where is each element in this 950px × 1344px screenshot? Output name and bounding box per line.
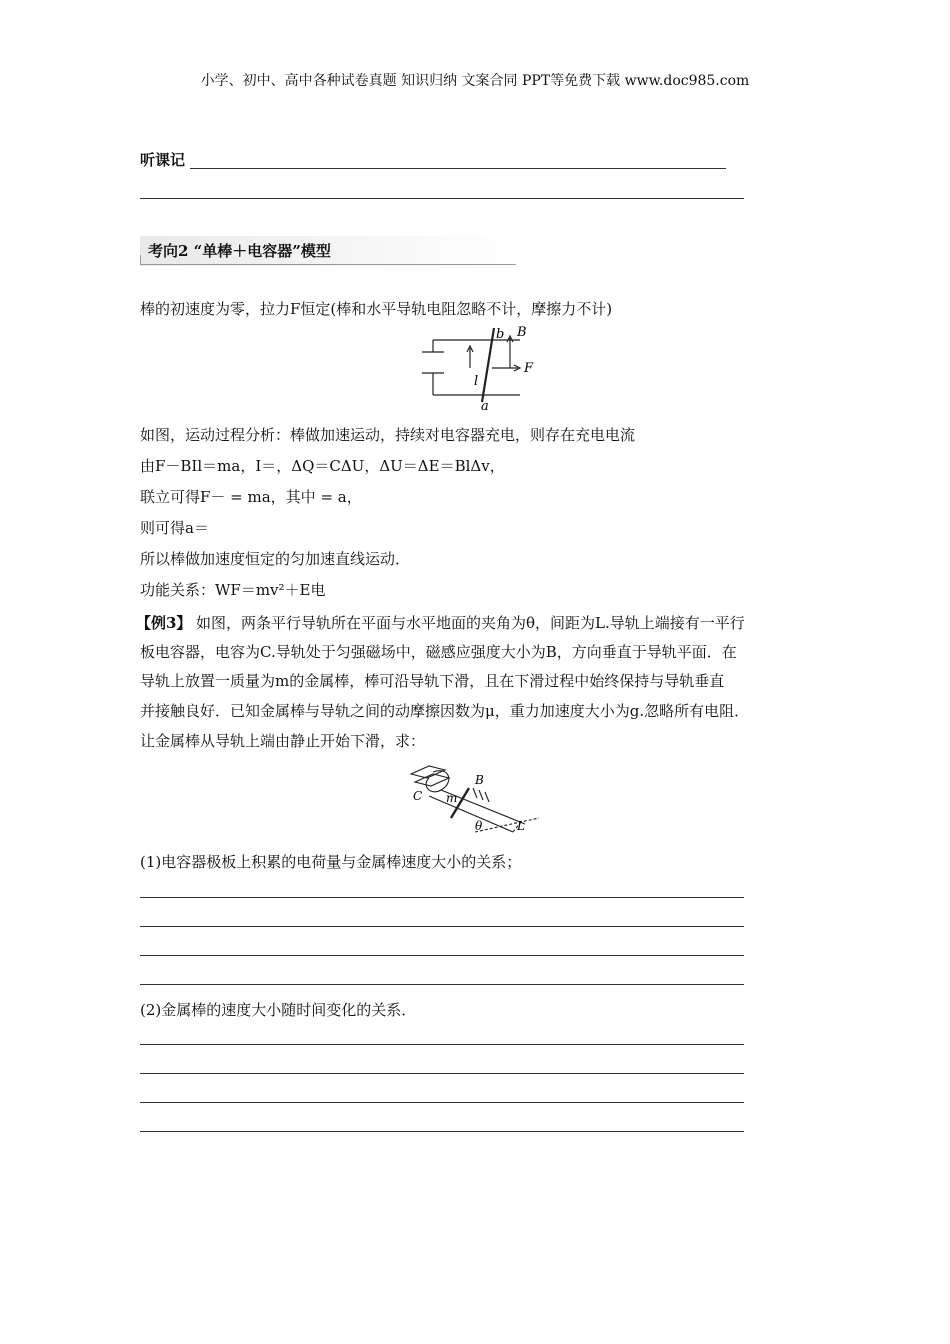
- capacitor-rail-diagram: [410, 324, 550, 414]
- label-m: m: [446, 791, 458, 805]
- inclined-rail-diagram: [405, 760, 545, 840]
- answer-line: [140, 1073, 744, 1074]
- answer-line: [140, 984, 744, 985]
- question-1: (1)电容器极板上积累的电荷量与金属棒速度大小的关系；: [140, 853, 522, 871]
- label-L: L: [517, 819, 525, 833]
- question-2: (2)金属棒的速度大小随时间变化的关系．: [140, 1001, 417, 1019]
- section-underline: [140, 264, 516, 265]
- label-B: B: [517, 325, 527, 340]
- label-theta: θ: [475, 819, 483, 833]
- intro-text: 棒的初速度为零，拉力F恒定(棒和水平导轨电阻忽略不计，摩擦力不计): [140, 300, 613, 318]
- label-F: F: [524, 361, 534, 376]
- label-b: b: [496, 327, 505, 342]
- example-line-3: 导轨上放置一质量为m的金属棒，棒可沿导轨下滑，且在下滑过程中始终保持与导轨垂直: [140, 672, 725, 690]
- label-C: C: [413, 789, 423, 803]
- section-mark: [140, 255, 141, 265]
- analysis-line-6: 功能关系：WF＝mv²＋E电: [140, 581, 326, 599]
- example-line-4: 并接触良好．已知金属棒与导轨之间的动摩擦因数为μ，重力加速度大小为g.忽略所有电阻．: [140, 702, 750, 720]
- analysis-line-5: 所以棒做加速度恒定的匀加速直线运动．: [140, 550, 411, 568]
- example-line-5: 让金属棒从导轨上端由静止开始下滑，求：: [140, 732, 426, 750]
- analysis-line-1: 如图，运动过程分析：棒做加速运动，持续对电容器充电，则存在充电电流: [140, 426, 636, 444]
- notes-label: 听课记: [140, 151, 186, 169]
- answer-line: [140, 1044, 744, 1045]
- example-tag: 【例3】: [136, 614, 192, 632]
- notes-line: [140, 198, 744, 199]
- answer-line: [140, 1131, 744, 1132]
- answer-line: [140, 897, 744, 898]
- answer-line: [140, 1102, 744, 1103]
- label-a: a: [481, 399, 489, 414]
- label-B: B: [475, 773, 484, 787]
- example-line-1: 如图，两条平行导轨所在平面与水平地面的夹角为θ，间距为L.导轨上端接有一平行: [196, 614, 745, 632]
- answer-line: [140, 955, 744, 956]
- example-line-2: 板电容器，电容为C.导轨处于匀强磁场中，磁感应强度大小为B，方向垂直于导轨平面．在: [140, 643, 737, 661]
- analysis-line-4: 则可得a＝: [140, 519, 209, 537]
- answer-line: [140, 926, 744, 927]
- page-header: 小学、初中、高中各种试卷真题 知识归纳 文案合同 PPT等免费下载 www.doc985.com: [200, 73, 750, 89]
- notes-line: [190, 168, 726, 169]
- section-title: 考向2 “单棒＋电容器”模型: [148, 242, 331, 260]
- label-l: l: [474, 374, 479, 389]
- analysis-line-3: 联立可得F－ = ma，其中 = a，: [140, 488, 362, 506]
- analysis-line-2: 由F－BIl＝ma，I＝，ΔQ＝CΔU，ΔU＝ΔE＝BlΔv，: [140, 457, 505, 475]
